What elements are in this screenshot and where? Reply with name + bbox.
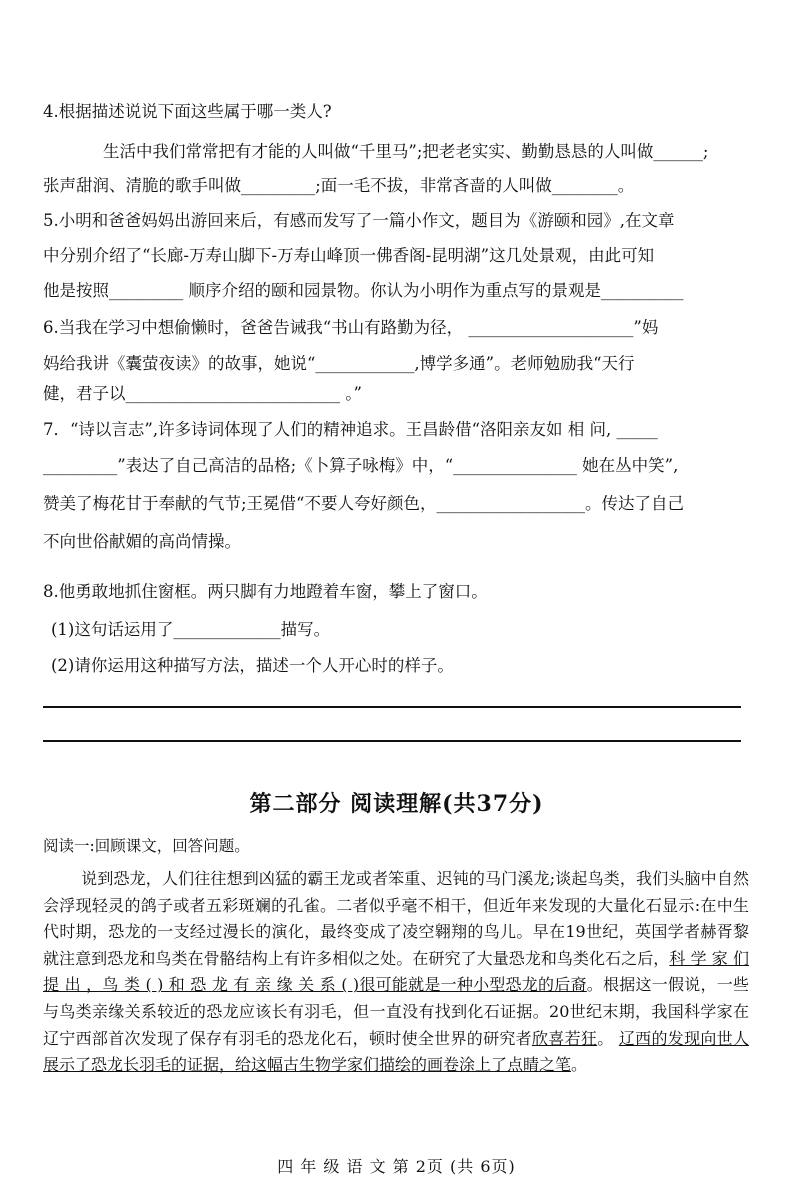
q7-line4: 不向世俗献媚的高尚情操。 xyxy=(43,532,241,551)
q6-line2: 妈给我讲《囊萤夜读》的故事，她说“____________,博学多通”。老师勉励我“天行 xyxy=(43,354,635,373)
passage-text-2: 。根据这一假说，一些与鸟类亲缘关系较近的恐龙应该长有羽毛，但一直没有找到化石证据。20世纪末期，我国科学家在辽宁西部首次发现了保存有羽毛的恐龙化石，顿时使全世界的研究者 xyxy=(43,975,749,1048)
passage-underlined-1: 科 学 家 们 提 出 ，鸟 类 ( ) 和 恐 龙 有 亲 缘 关 系 ( )很可能就是一种小型恐龙的后裔 xyxy=(43,948,749,995)
reading-heading: 阅读一:回顾课文，回答问题。 xyxy=(43,837,250,855)
q8-sub2: (2)请你运用这种描写方法，描述一个人开心时的样子。 xyxy=(51,656,454,675)
q7-line3: 赞美了梅花甘于奉献的气节;王冕借“不要人夸好颜色，__________________。传达了自己 xyxy=(43,494,684,513)
q4-line2: 张声甜润、清脆的歌手叫做_________;面一毛不拔，非常吝啬的人叫做________。 xyxy=(43,176,635,195)
answer-line xyxy=(43,740,741,742)
q5-line2: 中分别介绍了“长廊-万寿山脚下-万寿山峰顶一佛香阁-昆明湖”这几处景观，由此可知 xyxy=(43,246,655,265)
reading-passage xyxy=(43,866,749,1079)
page-footer: 四 年 级 语 文 第 2页 (共 6页) xyxy=(277,1157,516,1176)
answer-line xyxy=(43,706,741,708)
passage-text-3: 。 xyxy=(597,1028,619,1048)
q7-line1: 7．“诗以言志”,许多诗词体现了人们的精神追求。王昌龄借“洛阳亲友如 相 问, _____ xyxy=(43,420,658,439)
passage-underlined-3: 辽西的发现向世人展示了恐龙长羽毛的证据，给这幅古生物学家们描绘的画卷涂上了点睛之笔 xyxy=(43,1028,749,1075)
q4-title: 4.根据描述说说下面这些属于哪一类人? xyxy=(43,102,332,121)
q7-line2: _________”表达了自己高洁的品格;《卜算子咏梅》中，“_______________ 她在丛中笑”, xyxy=(43,456,679,475)
q8-title: 8.他勇敢地抓住窗框。两只脚有力地蹬着车窗，攀上了窗口。 xyxy=(43,582,488,601)
q6-line3: 健，君子以__________________________ 。” xyxy=(43,384,362,403)
q8-sub1: (1)这句话运用了_____________描写。 xyxy=(51,620,331,639)
q6-line1: 6.当我在学习中想偷懒时，爸爸告诫我“书山有路勤为径， ____________________”妈 xyxy=(43,318,659,337)
q5-line1: 5.小明和爸爸妈妈出游回来后，有感而发写了一篇小作文，题目为《游颐和园》,在文章 xyxy=(43,211,675,230)
passage-text-4: 。 xyxy=(571,1055,588,1075)
q5-line3: 他是按照_________ 顺序介绍的颐和园景物。你认为小明作为重点写的景观是__________ xyxy=(43,281,684,300)
q4-line1: 生活中我们常常把有才能的人叫做“千里马”;把老老实实、勤勤恳恳的人叫做______; xyxy=(103,142,709,161)
passage-underlined-2: 欣喜若狂 xyxy=(531,1028,598,1048)
section-title: 第二部分 阅读理解(共37分) xyxy=(249,791,544,817)
passage-text-1: 说到恐龙，人们往往想到凶猛的霸王龙或者笨重、迟钝的马门溪龙;谈起鸟类，我们头脑中自然会浮现轻灵的鸽子或者五彩斑斓的孔雀。二者似乎毫不相干，但近年来发现的大量化石显示:在中生代时期，恐龙的一支经过漫长的演化，最终变成了凌空翱翔的鸟儿。早在19世纪，英国学者赫胥黎就注意到恐龙和鸟类在骨骼结构上有许多相似之处。在研究了大量恐龙和鸟类化石之后， xyxy=(43,869,749,968)
